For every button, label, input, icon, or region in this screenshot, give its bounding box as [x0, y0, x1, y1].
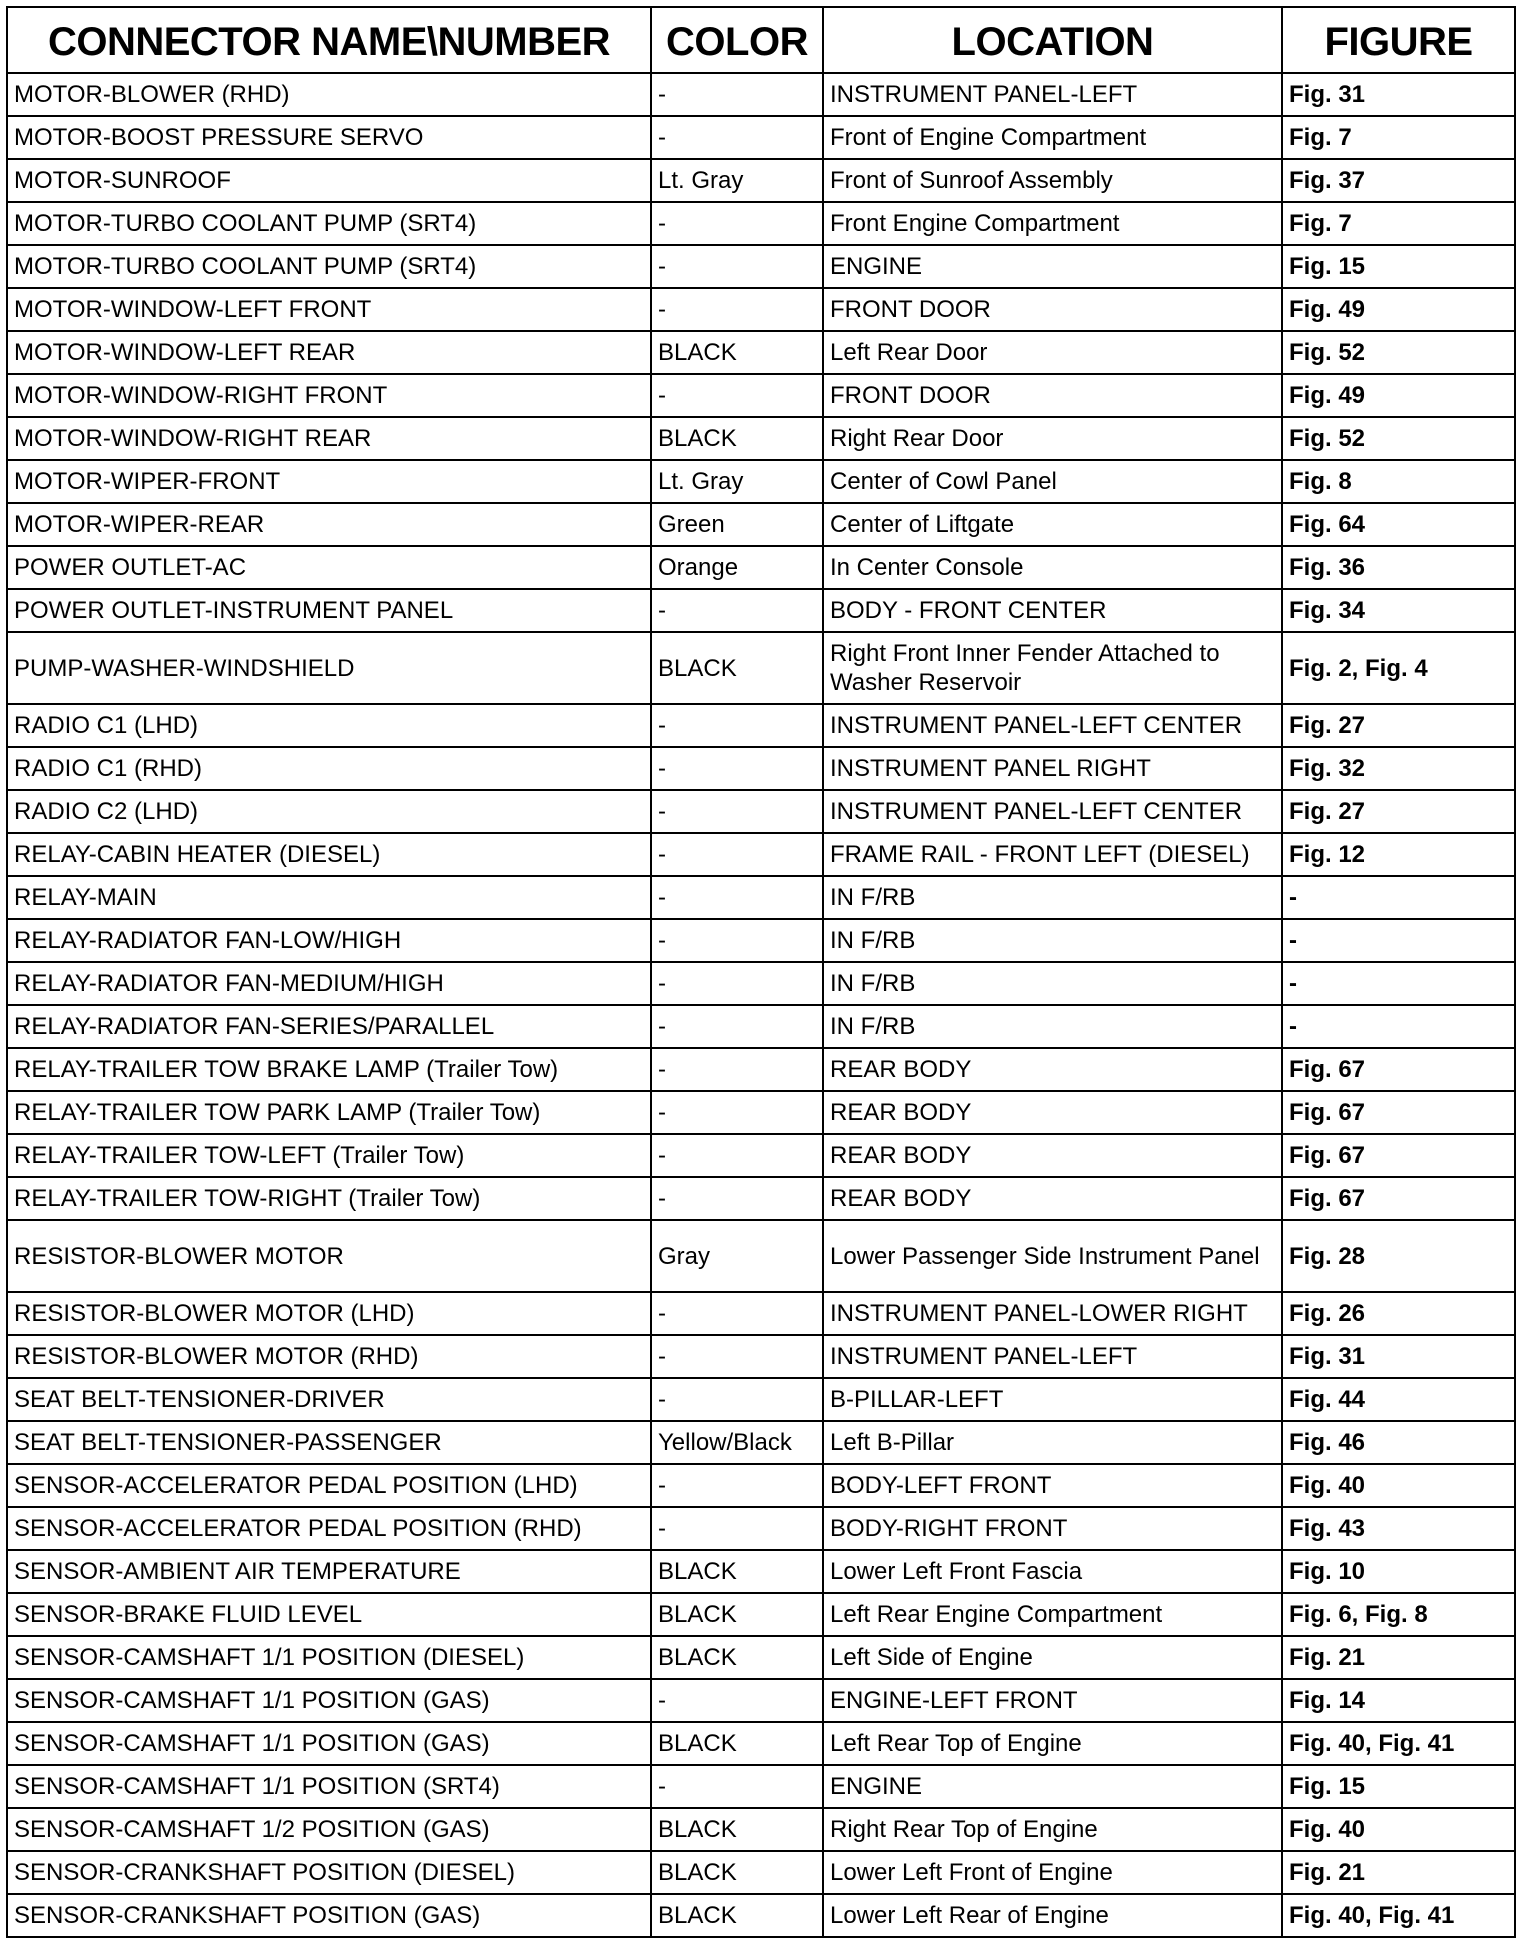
color-cell: BLACK: [651, 1550, 823, 1593]
location-cell: ENGINE: [823, 245, 1282, 288]
connector-name-cell: SENSOR-CAMSHAFT 1/1 POSITION (GAS): [7, 1679, 651, 1722]
location-cell: INSTRUMENT PANEL-LEFT CENTER: [823, 704, 1282, 747]
color-cell: Gray: [651, 1220, 823, 1292]
connector-name-cell: SENSOR-CRANKSHAFT POSITION (GAS): [7, 1894, 651, 1937]
location-cell: IN F/RB: [823, 1005, 1282, 1048]
location-cell: Center of Liftgate: [823, 503, 1282, 546]
color-cell: -: [651, 1134, 823, 1177]
table-row: [7, 1765, 1515, 1808]
figure-cell: Fig. 31: [1282, 73, 1515, 116]
color-cell: -: [651, 202, 823, 245]
figure-cell: Fig. 10: [1282, 1550, 1515, 1593]
location-cell: Left Side of Engine: [823, 1636, 1282, 1679]
location-cell: Front of Engine Compartment: [823, 116, 1282, 159]
figure-cell: Fig. 27: [1282, 704, 1515, 747]
location-cell: FRAME RAIL - FRONT LEFT (DIESEL): [823, 833, 1282, 876]
connector-name-cell: MOTOR-TURBO COOLANT PUMP (SRT4): [7, 245, 651, 288]
figure-cell: Fig. 36: [1282, 546, 1515, 589]
location-cell: Left Rear Top of Engine: [823, 1722, 1282, 1765]
color-cell: -: [651, 747, 823, 790]
header-location: LOCATION: [823, 7, 1282, 73]
figure-cell: Fig. 26: [1282, 1292, 1515, 1335]
figure-cell: -: [1282, 919, 1515, 962]
table-row: [7, 1177, 1515, 1220]
color-cell: -: [651, 1292, 823, 1335]
connector-name-cell: SENSOR-CAMSHAFT 1/1 POSITION (GAS): [7, 1722, 651, 1765]
location-cell: REAR BODY: [823, 1048, 1282, 1091]
color-cell: -: [651, 589, 823, 632]
color-cell: -: [651, 962, 823, 1005]
connector-name-cell: MOTOR-WIPER-REAR: [7, 503, 651, 546]
figure-cell: Fig. 64: [1282, 503, 1515, 546]
table-row: [7, 1464, 1515, 1507]
figure-cell: Fig. 27: [1282, 790, 1515, 833]
connector-name-cell: SENSOR-ACCELERATOR PEDAL POSITION (RHD): [7, 1507, 651, 1550]
location-cell: Left Rear Door: [823, 331, 1282, 374]
table-row: [7, 1507, 1515, 1550]
figure-cell: Fig. 67: [1282, 1048, 1515, 1091]
location-cell: INSTRUMENT PANEL-LEFT: [823, 73, 1282, 116]
color-cell: BLACK: [651, 1636, 823, 1679]
color-cell: BLACK: [651, 1722, 823, 1765]
color-cell: Lt. Gray: [651, 460, 823, 503]
color-cell: -: [651, 790, 823, 833]
table-row: [7, 1335, 1515, 1378]
color-cell: -: [651, 704, 823, 747]
connector-name-cell: RADIO C1 (RHD): [7, 747, 651, 790]
location-cell: ENGINE-LEFT FRONT: [823, 1679, 1282, 1722]
location-cell: IN F/RB: [823, 919, 1282, 962]
location-cell: Lower Left Front of Engine: [823, 1851, 1282, 1894]
header-connector-name: CONNECTOR NAME\NUMBER: [7, 7, 651, 73]
color-cell: Orange: [651, 546, 823, 589]
table-row: [7, 159, 1515, 202]
figure-cell: Fig. 67: [1282, 1091, 1515, 1134]
color-cell: -: [651, 1765, 823, 1808]
location-cell: Lower Passenger Side Instrument Panel: [823, 1220, 1282, 1292]
color-cell: -: [651, 116, 823, 159]
figure-cell: Fig. 40: [1282, 1464, 1515, 1507]
color-cell: BLACK: [651, 331, 823, 374]
figure-cell: Fig. 49: [1282, 374, 1515, 417]
location-cell: BODY-RIGHT FRONT: [823, 1507, 1282, 1550]
table-row: [7, 503, 1515, 546]
figure-cell: Fig. 28: [1282, 1220, 1515, 1292]
location-cell: Right Front Inner Fender Attached to Washer Reservoir: [823, 632, 1282, 704]
location-cell: Left Rear Engine Compartment: [823, 1593, 1282, 1636]
color-cell: -: [651, 73, 823, 116]
location-cell: Right Rear Door: [823, 417, 1282, 460]
figure-cell: Fig. 40, Fig. 41: [1282, 1894, 1515, 1937]
connector-name-cell: RELAY-RADIATOR FAN-MEDIUM/HIGH: [7, 962, 651, 1005]
table-row: [7, 1048, 1515, 1091]
table-header-row: [7, 7, 1515, 73]
connector-name-cell: MOTOR-WINDOW-LEFT FRONT: [7, 288, 651, 331]
location-cell: REAR BODY: [823, 1177, 1282, 1220]
figure-cell: Fig. 21: [1282, 1636, 1515, 1679]
table-row: [7, 589, 1515, 632]
connector-name-cell: RELAY-RADIATOR FAN-SERIES/PARALLEL: [7, 1005, 651, 1048]
figure-cell: -: [1282, 962, 1515, 1005]
figure-cell: Fig. 52: [1282, 417, 1515, 460]
table-row: [7, 919, 1515, 962]
figure-cell: Fig. 37: [1282, 159, 1515, 202]
table-row: [7, 1851, 1515, 1894]
color-cell: -: [651, 833, 823, 876]
connector-name-cell: SENSOR-CAMSHAFT 1/1 POSITION (DIESEL): [7, 1636, 651, 1679]
color-cell: Green: [651, 503, 823, 546]
location-cell: Front of Sunroof Assembly: [823, 159, 1282, 202]
figure-cell: Fig. 46: [1282, 1421, 1515, 1464]
color-cell: -: [651, 1507, 823, 1550]
figure-cell: Fig. 6, Fig. 8: [1282, 1593, 1515, 1636]
figure-cell: Fig. 49: [1282, 288, 1515, 331]
figure-cell: Fig. 43: [1282, 1507, 1515, 1550]
connector-name-cell: MOTOR-BOOST PRESSURE SERVO: [7, 116, 651, 159]
location-cell: REAR BODY: [823, 1134, 1282, 1177]
location-cell: IN F/RB: [823, 876, 1282, 919]
connector-name-cell: RELAY-TRAILER TOW-LEFT (Trailer Tow): [7, 1134, 651, 1177]
table-row: [7, 876, 1515, 919]
figure-cell: Fig. 15: [1282, 1765, 1515, 1808]
location-cell: INSTRUMENT PANEL-LEFT CENTER: [823, 790, 1282, 833]
color-cell: BLACK: [651, 1851, 823, 1894]
table-row: [7, 331, 1515, 374]
location-cell: Right Rear Top of Engine: [823, 1808, 1282, 1851]
connector-name-cell: SENSOR-AMBIENT AIR TEMPERATURE: [7, 1550, 651, 1593]
location-cell: INSTRUMENT PANEL RIGHT: [823, 747, 1282, 790]
table-row: [7, 1134, 1515, 1177]
connector-name-cell: RELAY-TRAILER TOW PARK LAMP (Trailer Tow): [7, 1091, 651, 1134]
table-row: [7, 1421, 1515, 1464]
figure-cell: Fig. 21: [1282, 1851, 1515, 1894]
connector-name-cell: RESISTOR-BLOWER MOTOR (LHD): [7, 1292, 651, 1335]
table-row: [7, 73, 1515, 116]
figure-cell: Fig. 40, Fig. 41: [1282, 1722, 1515, 1765]
connector-name-cell: MOTOR-WIPER-FRONT: [7, 460, 651, 503]
figure-cell: Fig. 12: [1282, 833, 1515, 876]
table-row: [7, 704, 1515, 747]
connector-name-cell: SENSOR-CAMSHAFT 1/1 POSITION (SRT4): [7, 1765, 651, 1808]
color-cell: -: [651, 374, 823, 417]
color-cell: -: [651, 245, 823, 288]
figure-cell: Fig. 34: [1282, 589, 1515, 632]
table-row: [7, 962, 1515, 1005]
table-row: [7, 202, 1515, 245]
figure-cell: Fig. 52: [1282, 331, 1515, 374]
table-row: [7, 546, 1515, 589]
location-cell: Left B-Pillar: [823, 1421, 1282, 1464]
table-row: [7, 288, 1515, 331]
figure-cell: Fig. 67: [1282, 1177, 1515, 1220]
color-cell: -: [651, 1091, 823, 1134]
connector-name-cell: RADIO C1 (LHD): [7, 704, 651, 747]
color-cell: -: [651, 288, 823, 331]
table-row: [7, 1808, 1515, 1851]
figure-cell: Fig. 40: [1282, 1808, 1515, 1851]
connector-name-cell: SEAT BELT-TENSIONER-PASSENGER: [7, 1421, 651, 1464]
figure-cell: Fig. 8: [1282, 460, 1515, 503]
figure-cell: Fig. 67: [1282, 1134, 1515, 1177]
connector-name-cell: RESISTOR-BLOWER MOTOR: [7, 1220, 651, 1292]
location-cell: Lower Left Rear of Engine: [823, 1894, 1282, 1937]
table-row: [7, 1005, 1515, 1048]
color-cell: BLACK: [651, 632, 823, 704]
figure-cell: Fig. 7: [1282, 202, 1515, 245]
location-cell: REAR BODY: [823, 1091, 1282, 1134]
table-row: [7, 1091, 1515, 1134]
figure-cell: Fig. 14: [1282, 1679, 1515, 1722]
table-row: [7, 632, 1515, 704]
color-cell: -: [651, 1378, 823, 1421]
connector-name-cell: RELAY-RADIATOR FAN-LOW/HIGH: [7, 919, 651, 962]
location-cell: FRONT DOOR: [823, 288, 1282, 331]
connector-name-cell: SENSOR-CAMSHAFT 1/2 POSITION (GAS): [7, 1808, 651, 1851]
table-row: [7, 1593, 1515, 1636]
figure-cell: Fig. 32: [1282, 747, 1515, 790]
color-cell: Yellow/Black: [651, 1421, 823, 1464]
location-cell: Front Engine Compartment: [823, 202, 1282, 245]
table-row: [7, 1292, 1515, 1335]
location-cell: INSTRUMENT PANEL-LEFT: [823, 1335, 1282, 1378]
connector-name-cell: RADIO C2 (LHD): [7, 790, 651, 833]
table-row: [7, 833, 1515, 876]
color-cell: BLACK: [651, 1894, 823, 1937]
connector-name-cell: RELAY-TRAILER TOW BRAKE LAMP (Trailer Tow): [7, 1048, 651, 1091]
color-cell: -: [651, 876, 823, 919]
connector-name-cell: MOTOR-TURBO COOLANT PUMP (SRT4): [7, 202, 651, 245]
connector-name-cell: RELAY-MAIN: [7, 876, 651, 919]
connector-name-cell: POWER OUTLET-AC: [7, 546, 651, 589]
location-cell: Lower Left Front Fascia: [823, 1550, 1282, 1593]
color-cell: -: [651, 1048, 823, 1091]
connector-table-page: [6, 6, 1514, 1938]
color-cell: Lt. Gray: [651, 159, 823, 202]
table-row: [7, 1220, 1515, 1292]
location-cell: INSTRUMENT PANEL-LOWER RIGHT: [823, 1292, 1282, 1335]
connector-name-cell: PUMP-WASHER-WINDSHIELD: [7, 632, 651, 704]
connector-name-cell: RESISTOR-BLOWER MOTOR (RHD): [7, 1335, 651, 1378]
table-row: [7, 374, 1515, 417]
connector-name-cell: RELAY-CABIN HEATER (DIESEL): [7, 833, 651, 876]
location-cell: Center of Cowl Panel: [823, 460, 1282, 503]
table-row: [7, 1679, 1515, 1722]
color-cell: BLACK: [651, 417, 823, 460]
connector-name-cell: RELAY-TRAILER TOW-RIGHT (Trailer Tow): [7, 1177, 651, 1220]
table-row: [7, 1722, 1515, 1765]
connector-table: [6, 6, 1516, 1938]
table-row: [7, 1894, 1515, 1937]
table-row: [7, 1550, 1515, 1593]
connector-name-cell: MOTOR-SUNROOF: [7, 159, 651, 202]
connector-name-cell: SENSOR-CRANKSHAFT POSITION (DIESEL): [7, 1851, 651, 1894]
color-cell: -: [651, 1464, 823, 1507]
figure-cell: Fig. 44: [1282, 1378, 1515, 1421]
color-cell: -: [651, 1005, 823, 1048]
header-figure: FIGURE: [1282, 7, 1515, 73]
location-cell: BODY - FRONT CENTER: [823, 589, 1282, 632]
figure-cell: Fig. 31: [1282, 1335, 1515, 1378]
table-row: [7, 245, 1515, 288]
figure-cell: Fig. 7: [1282, 116, 1515, 159]
connector-name-cell: MOTOR-WINDOW-RIGHT FRONT: [7, 374, 651, 417]
figure-cell: -: [1282, 1005, 1515, 1048]
table-row: [7, 460, 1515, 503]
connector-name-cell: POWER OUTLET-INSTRUMENT PANEL: [7, 589, 651, 632]
color-cell: -: [651, 1335, 823, 1378]
figure-cell: -: [1282, 876, 1515, 919]
location-cell: BODY-LEFT FRONT: [823, 1464, 1282, 1507]
table-row: [7, 790, 1515, 833]
figure-cell: Fig. 2, Fig. 4: [1282, 632, 1515, 704]
location-cell: FRONT DOOR: [823, 374, 1282, 417]
connector-name-cell: MOTOR-WINDOW-RIGHT REAR: [7, 417, 651, 460]
color-cell: BLACK: [651, 1808, 823, 1851]
color-cell: -: [651, 919, 823, 962]
location-cell: IN F/RB: [823, 962, 1282, 1005]
table-row: [7, 1378, 1515, 1421]
connector-name-cell: MOTOR-BLOWER (RHD): [7, 73, 651, 116]
color-cell: -: [651, 1679, 823, 1722]
table-row: [7, 417, 1515, 460]
color-cell: -: [651, 1177, 823, 1220]
connector-name-cell: SENSOR-ACCELERATOR PEDAL POSITION (LHD): [7, 1464, 651, 1507]
figure-cell: Fig. 15: [1282, 245, 1515, 288]
color-cell: BLACK: [651, 1593, 823, 1636]
header-color: COLOR: [651, 7, 823, 73]
connector-name-cell: SEAT BELT-TENSIONER-DRIVER: [7, 1378, 651, 1421]
table-row: [7, 1636, 1515, 1679]
table-row: [7, 747, 1515, 790]
location-cell: In Center Console: [823, 546, 1282, 589]
connector-name-cell: MOTOR-WINDOW-LEFT REAR: [7, 331, 651, 374]
location-cell: ENGINE: [823, 1765, 1282, 1808]
location-cell: B-PILLAR-LEFT: [823, 1378, 1282, 1421]
table-row: [7, 116, 1515, 159]
table-body: [7, 73, 1515, 1937]
connector-name-cell: SENSOR-BRAKE FLUID LEVEL: [7, 1593, 651, 1636]
